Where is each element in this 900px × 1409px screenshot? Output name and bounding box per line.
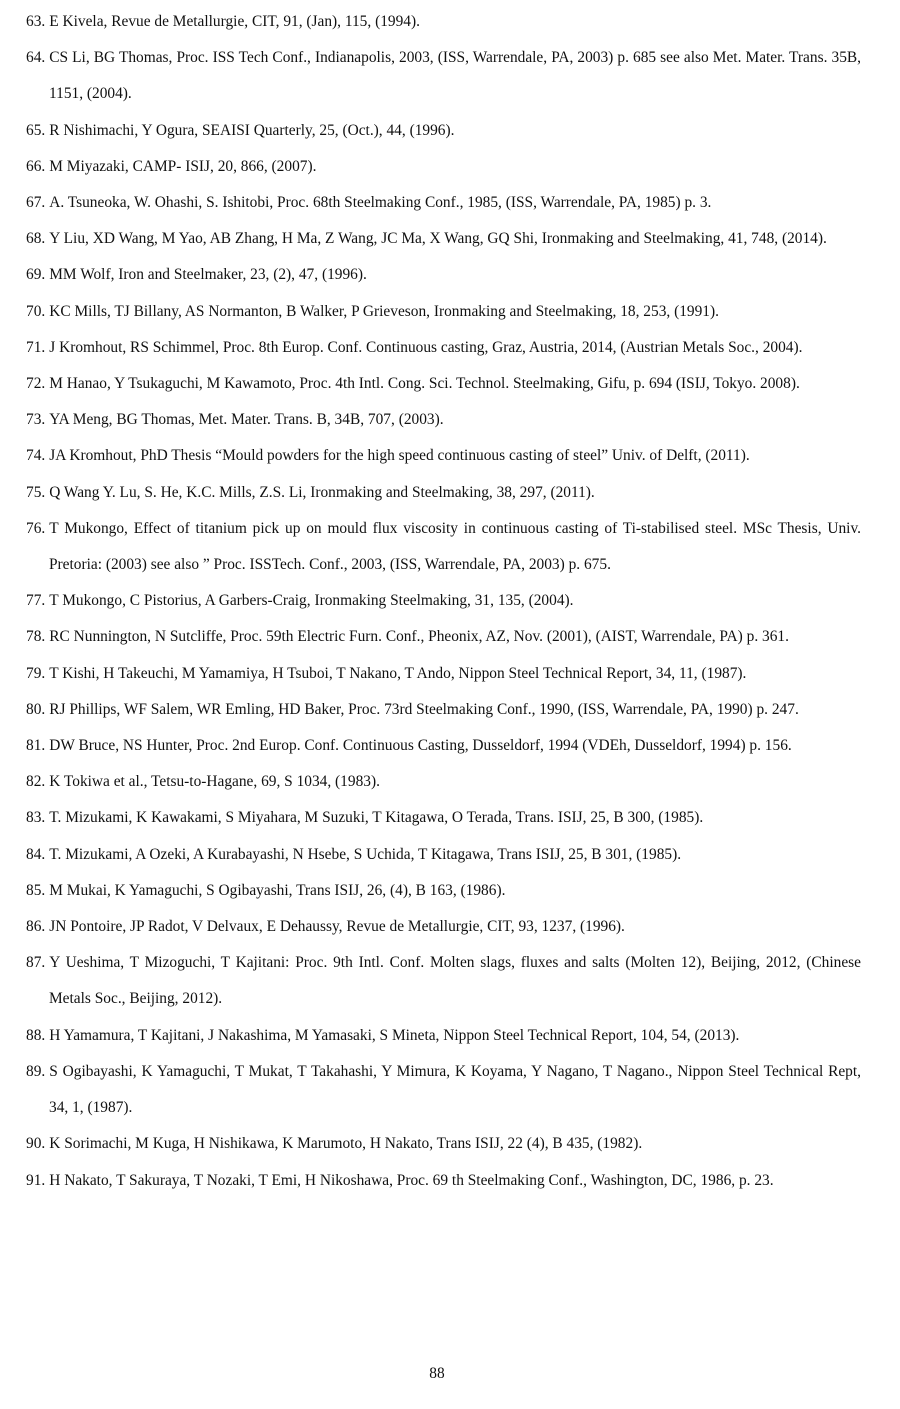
reference-text: M Mukai, K Yamaguchi, S Ogibayashi, Trans ISIJ, 26, (4), B 163, (1986). bbox=[49, 881, 506, 899]
reference-number: 80. bbox=[26, 700, 46, 718]
reference-number: 64. bbox=[26, 49, 46, 67]
reference-item bbox=[18, 511, 861, 583]
reference-number: 84. bbox=[26, 845, 46, 863]
reference-item bbox=[18, 1163, 861, 1199]
reference-number: 77. bbox=[26, 592, 46, 610]
reference-number: 73. bbox=[26, 411, 46, 429]
reference-number: 67. bbox=[26, 194, 46, 212]
reference-item bbox=[18, 475, 861, 511]
reference-text: E Kivela, Revue de Metallurgie, CIT, 91, (Jan), 115, (1994). bbox=[49, 13, 420, 30]
reference-number: 85. bbox=[26, 881, 46, 899]
reference-text: H Nakato, T Sakuraya, T Nozaki, T Emi, H Nikoshawa, Proc. 69 th Steelmaking Conf., Washington, DC, 1986, p. 23. bbox=[49, 1171, 774, 1189]
reference-text: DW Bruce, NS Hunter, Proc. 2nd Europ. Conf. Continuous Casting, Dusseldorf, 1994 (VDEh, Dusseldorf, 1994) p. 156. bbox=[49, 737, 792, 755]
reference-item bbox=[18, 728, 861, 764]
reference-number: 83. bbox=[26, 809, 46, 827]
reference-item bbox=[18, 800, 861, 836]
reference-number: 72. bbox=[26, 375, 46, 393]
reference-number: 81. bbox=[26, 737, 46, 755]
reference-number: 88. bbox=[26, 1026, 46, 1044]
reference-text: T. Mizukami, K Kawakami, S Miyahara, M Suzuki, T Kitagawa, O Terada, Trans. ISIJ, 25, B 300, (1985). bbox=[49, 809, 704, 827]
reference-item bbox=[18, 764, 861, 800]
reference-item bbox=[18, 909, 861, 945]
reference-text: K Tokiwa et al., Tetsu-to-Hagane, 69, S 1034, (1983). bbox=[49, 773, 380, 791]
reference-item bbox=[18, 149, 861, 185]
reference-number: 75. bbox=[26, 483, 46, 501]
reference-number: 68. bbox=[26, 230, 46, 248]
reference-number: 71. bbox=[26, 338, 46, 356]
reference-number: 87. bbox=[26, 954, 46, 972]
reference-number: 90. bbox=[26, 1135, 46, 1153]
reference-item bbox=[18, 366, 861, 402]
reference-text: MM Wolf, Iron and Steelmaker, 23, (2), 47, (1996). bbox=[49, 266, 367, 284]
reference-number: 66. bbox=[26, 157, 46, 175]
reference-number: 65. bbox=[26, 121, 46, 139]
reference-item bbox=[18, 583, 861, 619]
reference-item bbox=[18, 692, 861, 728]
reference-item bbox=[18, 40, 861, 112]
reference-item bbox=[18, 1126, 861, 1162]
reference-text: H Yamamura, T Kajitani, J Nakashima, M Yamasaki, S Mineta, Nippon Steel Technical Report, 104, 54, (2013). bbox=[49, 1026, 740, 1044]
reference-item bbox=[18, 294, 861, 330]
reference-number: 63. bbox=[26, 13, 46, 30]
reference-text: Y Liu, XD Wang, M Yao, AB Zhang, H Ma, Z Wang, JC Ma, X Wang, GQ Shi, Ironmaking and Steelmaking, 41, 748, (2014). bbox=[49, 230, 827, 248]
reference-number: 74. bbox=[26, 447, 46, 465]
reference-item bbox=[18, 185, 861, 221]
reference-text: JN Pontoire, JP Radot, V Delvaux, E Dehaussy, Revue de Metallurgie, CIT, 93, 1237, (1996). bbox=[49, 918, 625, 936]
reference-item bbox=[18, 837, 861, 873]
reference-text: RC Nunnington, N Sutcliffe, Proc. 59th Electric Furn. Conf., Pheonix, AZ, Nov. (2001), (AIST, Warrendale, PA) p. 361. bbox=[49, 628, 789, 646]
reference-text: M Hanao, Y Tsukaguchi, M Kawamoto, Proc. 4th Intl. Cong. Sci. Technol. Steelmaking, Gifu, p. 694 (ISIJ, Tokyo. 2008). bbox=[49, 375, 800, 393]
reference-item bbox=[18, 438, 861, 474]
reference-text: R Nishimachi, Y Ogura, SEAISI Quarterly, 25, (Oct.), 44, (1996). bbox=[49, 121, 455, 139]
reference-text: JA Kromhout, PhD Thesis “Mould powders for the high speed continuous casting of steel” Univ. of Delft, (2011). bbox=[49, 447, 750, 465]
reference-text: A. Tsuneoka, W. Ohashi, S. Ishitobi, Proc. 68th Steelmaking Conf., 1985, (ISS, Warrendale, PA, 1985) p. 3. bbox=[49, 194, 712, 212]
reference-item bbox=[18, 257, 861, 293]
reference-text: K Sorimachi, M Kuga, H Nishikawa, K Marumoto, H Nakato, Trans ISIJ, 22 (4), B 435, (1982). bbox=[49, 1135, 643, 1153]
reference-number: 76. bbox=[26, 519, 46, 537]
reference-number: 91. bbox=[26, 1171, 46, 1189]
reference-text: Y Ueshima, T Mizoguchi, T Kajitani: Proc. 9th Intl. Conf. Molten slags, fluxes and salts (Molten 12), Beijing, 2012, (Chinese Metals Soc., Beijing, 2012). bbox=[49, 954, 861, 1008]
reference-item bbox=[18, 4, 861, 40]
reference-list bbox=[18, 4, 861, 1199]
reference-item bbox=[18, 221, 861, 257]
reference-item bbox=[18, 1054, 861, 1126]
reference-text: YA Meng, BG Thomas, Met. Mater. Trans. B, 34B, 707, (2003). bbox=[49, 411, 444, 429]
reference-number: 89. bbox=[26, 1062, 46, 1080]
reference-text: Q Wang Y. Lu, S. He, K.C. Mills, Z.S. Li, Ironmaking and Steelmaking, 38, 297, (2011). bbox=[49, 483, 595, 501]
reference-item bbox=[18, 1018, 861, 1054]
reference-text: KC Mills, TJ Billany, AS Normanton, B Walker, P Grieveson, Ironmaking and Steelmaking, 18, 253, (1991). bbox=[49, 302, 719, 320]
reference-item bbox=[18, 873, 861, 909]
reference-text: T Mukongo, Effect of titanium pick up on mould flux viscosity in continuous casting of Ti-stabilised steel. MSc Thesis, Univ. Pretoria: (2003) see also ” Proc. ISSTech. Conf., 2003, (ISS, Warrendale, PA, 2003) p. 675. bbox=[49, 519, 861, 574]
reference-number: 82. bbox=[26, 773, 46, 791]
reference-number: 79. bbox=[26, 664, 46, 682]
reference-number: 70. bbox=[26, 302, 46, 320]
reference-number: 78. bbox=[26, 628, 46, 646]
reference-item bbox=[18, 330, 861, 366]
reference-text: T Kishi, H Takeuchi, M Yamamiya, H Tsuboi, T Nakano, T Ando, Nippon Steel Technical Report, 34, 11, (1987). bbox=[49, 664, 747, 682]
reference-number: 86. bbox=[26, 918, 46, 936]
reference-text: M Miyazaki, CAMP- ISIJ, 20, 866, (2007). bbox=[49, 157, 317, 175]
page-number: 88 bbox=[429, 1365, 445, 1382]
reference-number: 69. bbox=[26, 266, 46, 284]
reference-text: S Ogibayashi, K Yamaguchi, T Mukat, T Takahashi, Y Mimura, K Koyama, Y Nagano, T Nagano., Nippon Steel Technical Rept, 34, 1, (1987). bbox=[49, 1062, 861, 1117]
reference-item bbox=[18, 619, 861, 655]
reference-item bbox=[18, 402, 861, 438]
reference-text: T. Mizukami, A Ozeki, A Kurabayashi, N Hsebe, S Uchida, T Kitagawa, Trans ISIJ, 25, B 301, (1985). bbox=[49, 845, 682, 863]
reference-text: RJ Phillips, WF Salem, WR Emling, HD Baker, Proc. 73rd Steelmaking Conf., 1990, (ISS, Warrendale, PA, 1990) p. 247. bbox=[49, 700, 799, 718]
reference-item bbox=[18, 945, 861, 1017]
reference-text: T Mukongo, C Pistorius, A Garbers-Craig, Ironmaking Steelmaking, 31, 135, (2004). bbox=[49, 592, 574, 610]
reference-item bbox=[18, 113, 861, 149]
reference-text: CS Li, BG Thomas, Proc. ISS Tech Conf., Indianapolis, 2003, (ISS, Warrendale, PA, 2003) p. 685 see also Met. Mater. Trans. 35B, 1151, (2004). bbox=[49, 49, 861, 103]
reference-text: J Kromhout, RS Schimmel, Proc. 8th Europ. Conf. Continuous casting, Graz, Austria, 2014, (Austrian Metals Soc., 2004). bbox=[49, 338, 803, 356]
reference-item bbox=[18, 656, 861, 692]
